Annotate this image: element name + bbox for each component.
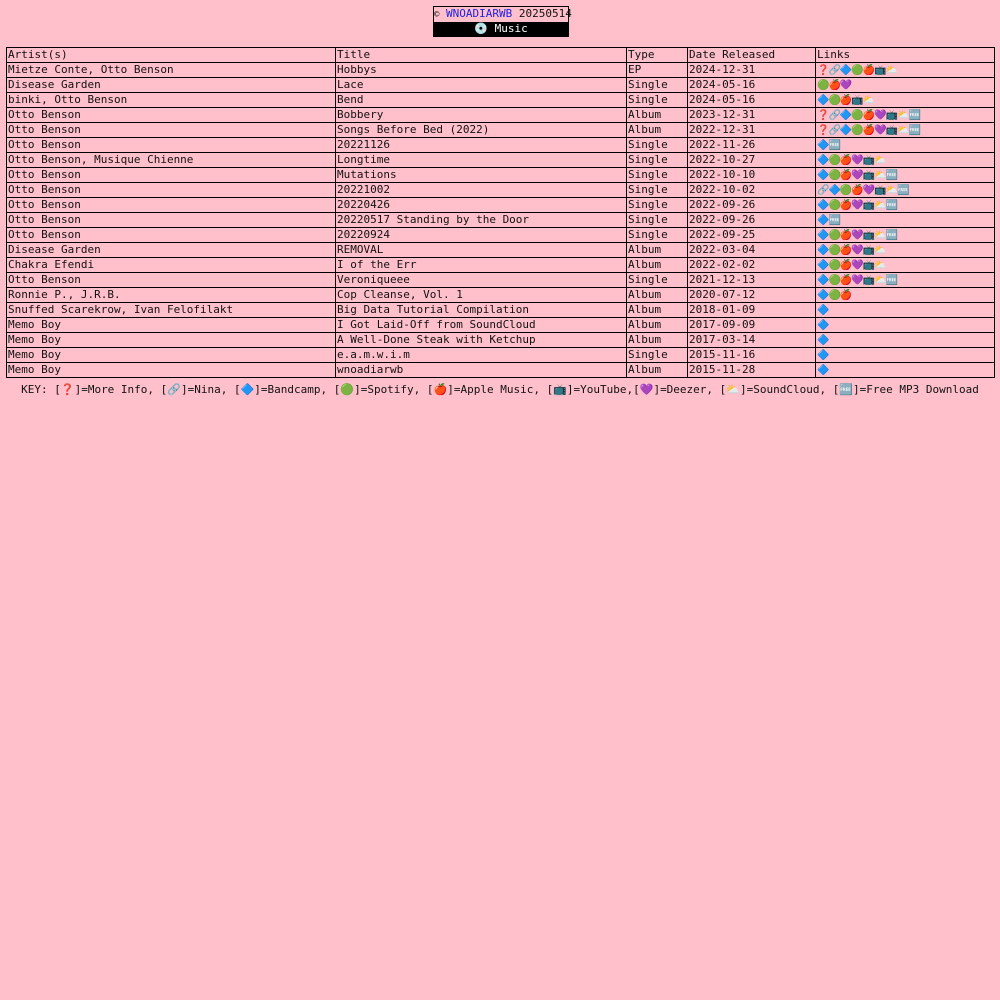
bandcamp-icon[interactable]: 🔷 bbox=[817, 94, 829, 106]
date-released-cell: 2024-05-16 bbox=[688, 77, 816, 92]
table-row bbox=[7, 272, 995, 287]
apple-music-icon[interactable]: 🍎 bbox=[862, 64, 875, 76]
title-cell: e.a.m.w.i.m bbox=[336, 347, 627, 362]
links-cell bbox=[816, 92, 995, 107]
date-released-cell: 2023-12-31 bbox=[688, 107, 816, 122]
spotify-icon[interactable]: 🟢 bbox=[828, 289, 840, 301]
deezer-icon[interactable]: 💜 bbox=[851, 229, 863, 241]
type-cell: Single bbox=[627, 137, 688, 152]
title-cell: Bend bbox=[336, 92, 627, 107]
type-cell: Single bbox=[627, 182, 688, 197]
table-row bbox=[7, 107, 995, 122]
artist-cell: Disease Garden bbox=[7, 77, 336, 92]
spotify-icon[interactable]: 🟢 bbox=[851, 109, 863, 121]
spotify-icon[interactable]: 🟢 bbox=[828, 154, 840, 166]
column-header-type: Type bbox=[627, 48, 688, 63]
artist-cell: Memo Boy bbox=[7, 332, 336, 347]
spotify-icon[interactable]: 🟢 bbox=[828, 259, 840, 271]
table-row bbox=[7, 137, 995, 152]
youtube-icon[interactable]: 📺 bbox=[862, 154, 875, 166]
soundcloud-icon[interactable]: ⛅ bbox=[874, 199, 886, 211]
title-cell: 20220517 Standing by the Door bbox=[336, 212, 627, 227]
bandcamp-icon[interactable]: 🔷 bbox=[817, 154, 829, 166]
nina-link-icon[interactable]: 🔗 bbox=[828, 109, 840, 121]
column-header-date-released: Date Released bbox=[688, 48, 816, 63]
apple-music-icon[interactable]: 🍎 bbox=[839, 274, 852, 286]
bandcamp-icon[interactable]: 🔷 bbox=[817, 244, 829, 256]
artist-cell: Otto Benson bbox=[7, 212, 336, 227]
soundcloud-icon[interactable]: ⛅ bbox=[874, 229, 886, 241]
links-cell bbox=[816, 212, 995, 227]
deezer-icon[interactable]: 💜 bbox=[851, 274, 863, 286]
table-row bbox=[7, 287, 995, 302]
apple-music-icon[interactable]: 🍎 bbox=[839, 154, 852, 166]
site-header-title-row bbox=[434, 7, 572, 22]
artist-cell: Memo Boy bbox=[7, 317, 336, 332]
title-cell: Big Data Tutorial Compilation bbox=[336, 302, 627, 317]
bandcamp-icon[interactable]: 🔷 bbox=[817, 274, 829, 286]
column-header-artists: Artist(s) bbox=[7, 48, 336, 63]
table-row bbox=[7, 182, 995, 197]
spotify-icon[interactable]: 🟢 bbox=[851, 64, 863, 76]
type-cell: Album bbox=[627, 332, 688, 347]
type-cell: Album bbox=[627, 317, 688, 332]
date-released-cell: 2022-09-26 bbox=[688, 197, 816, 212]
type-cell: Single bbox=[627, 92, 688, 107]
bandcamp-icon[interactable]: 🔷 bbox=[817, 334, 829, 346]
links-cell bbox=[816, 182, 995, 197]
type-cell: Single bbox=[627, 212, 688, 227]
spotify-icon[interactable]: 🟢 bbox=[839, 184, 852, 196]
type-cell: Single bbox=[627, 272, 688, 287]
bandcamp-icon[interactable]: 🔷 bbox=[839, 64, 852, 76]
apple-music-icon[interactable]: 🍎 bbox=[839, 244, 852, 256]
links-cell bbox=[816, 152, 995, 167]
spotify-icon[interactable]: 🟢 bbox=[828, 274, 840, 286]
artist-cell: Disease Garden bbox=[7, 242, 336, 257]
apple-music-icon[interactable]: 🍎 bbox=[839, 94, 852, 106]
table-header-row bbox=[7, 48, 995, 63]
spotify-icon[interactable]: 🟢 bbox=[828, 94, 840, 106]
apple-music-icon[interactable]: 🍎 bbox=[862, 124, 875, 136]
date-released-cell: 2021-12-13 bbox=[688, 272, 816, 287]
date-released-cell: 2022-02-02 bbox=[688, 257, 816, 272]
nina-link-icon[interactable]: 🔗 bbox=[828, 64, 840, 76]
table-row bbox=[7, 152, 995, 167]
links-cell bbox=[816, 257, 995, 272]
date-released-cell: 2018-01-09 bbox=[688, 302, 816, 317]
youtube-icon[interactable]: 📺 bbox=[885, 124, 898, 136]
artist-cell: Otto Benson bbox=[7, 182, 336, 197]
free-mp3-download-icon[interactable]: 🆓 bbox=[897, 184, 909, 196]
table-row bbox=[7, 302, 995, 317]
date-released-cell: 2022-03-04 bbox=[688, 242, 816, 257]
table-row bbox=[7, 122, 995, 137]
type-cell: Single bbox=[627, 347, 688, 362]
apple-music-icon[interactable]: 🍎 bbox=[839, 259, 852, 271]
links-cell bbox=[816, 137, 995, 152]
date-released-cell: 2017-09-09 bbox=[688, 317, 816, 332]
site-header bbox=[433, 6, 572, 37]
bandcamp-icon[interactable]: 🔷 bbox=[817, 319, 829, 331]
deezer-icon[interactable]: 💜 bbox=[862, 184, 875, 196]
date-released-cell: 2022-09-26 bbox=[688, 212, 816, 227]
links-cell bbox=[816, 107, 995, 122]
bandcamp-icon[interactable]: 🔷 bbox=[817, 214, 829, 226]
links-cell bbox=[816, 242, 995, 257]
table-row bbox=[7, 317, 995, 332]
deezer-icon[interactable]: 💜 bbox=[851, 199, 863, 211]
date-released-cell: 2022-10-10 bbox=[688, 167, 816, 182]
artist-cell: Otto Benson bbox=[7, 197, 336, 212]
artist-cell: Otto Benson bbox=[7, 107, 336, 122]
type-cell: Album bbox=[627, 257, 688, 272]
youtube-icon[interactable]: 📺 bbox=[862, 169, 875, 181]
section-title: 💿 Music bbox=[434, 22, 568, 36]
date-released-cell: 2024-05-16 bbox=[688, 92, 816, 107]
deezer-icon[interactable]: 💜 bbox=[839, 79, 852, 91]
artist-cell: Chakra Efendi bbox=[7, 257, 336, 272]
column-header-title: Title bbox=[336, 48, 627, 63]
spotify-icon[interactable]: 🟢 bbox=[828, 229, 840, 241]
date-released-cell: 2024-12-31 bbox=[688, 62, 816, 77]
soundcloud-icon[interactable]: ⛅ bbox=[874, 259, 886, 271]
nina-link-icon[interactable]: 🔗 bbox=[817, 184, 829, 196]
date-released-cell: 2022-10-27 bbox=[688, 152, 816, 167]
soundcloud-icon[interactable]: ⛅ bbox=[897, 124, 909, 136]
date-released-cell: 2022-12-31 bbox=[688, 122, 816, 137]
table-row bbox=[7, 197, 995, 212]
youtube-icon[interactable]: 📺 bbox=[862, 199, 875, 211]
apple-music-icon[interactable]: 🍎 bbox=[839, 199, 852, 211]
soundcloud-icon[interactable]: ⛅ bbox=[874, 274, 886, 286]
soundcloud-icon[interactable]: ⛅ bbox=[885, 184, 898, 196]
date-released-cell: 2020-07-12 bbox=[688, 287, 816, 302]
table-body bbox=[7, 62, 995, 377]
deezer-icon[interactable]: 💜 bbox=[851, 154, 863, 166]
title-cell: Longtime bbox=[336, 152, 627, 167]
bandcamp-icon[interactable]: 🔷 bbox=[828, 184, 840, 196]
links-cell bbox=[816, 167, 995, 182]
releases-table bbox=[6, 47, 995, 378]
title-cell: I of the Err bbox=[336, 257, 627, 272]
soundcloud-icon[interactable]: ⛅ bbox=[874, 169, 886, 181]
table-row bbox=[7, 347, 995, 362]
links-cell bbox=[816, 347, 995, 362]
title-cell: Songs Before Bed (2022) bbox=[336, 122, 627, 137]
type-cell: Single bbox=[627, 227, 688, 242]
links-cell bbox=[816, 227, 995, 242]
free-mp3-download-icon[interactable]: 🆓 bbox=[885, 274, 898, 286]
youtube-icon[interactable]: 📺 bbox=[862, 274, 875, 286]
type-cell: Album bbox=[627, 302, 688, 317]
artist-cell: Otto Benson bbox=[7, 272, 336, 287]
artist-cell: Mietze Conte, Otto Benson bbox=[7, 62, 336, 77]
bandcamp-icon[interactable]: 🔷 bbox=[817, 304, 829, 316]
bandcamp-icon[interactable]: 🔷 bbox=[839, 124, 852, 136]
artist-cell: Memo Boy bbox=[7, 362, 336, 377]
spotify-icon[interactable]: 🟢 bbox=[828, 199, 840, 211]
deezer-icon[interactable]: 💜 bbox=[851, 169, 863, 181]
type-cell: EP bbox=[627, 62, 688, 77]
more-info-icon[interactable]: ❓ bbox=[817, 109, 829, 121]
soundcloud-icon[interactable]: ⛅ bbox=[874, 244, 886, 256]
title-cell: I Got Laid-Off from SoundCloud bbox=[336, 317, 627, 332]
table-row bbox=[7, 212, 995, 227]
spotify-icon[interactable]: 🟢 bbox=[851, 124, 863, 136]
title-cell: Hobbys bbox=[336, 62, 627, 77]
type-cell: Album bbox=[627, 242, 688, 257]
artist-cell: Otto Benson bbox=[7, 137, 336, 152]
date-released-cell: 2022-09-25 bbox=[688, 227, 816, 242]
date-released-cell: 2022-11-26 bbox=[688, 137, 816, 152]
links-cell bbox=[816, 332, 995, 347]
date-released-cell: 2017-03-14 bbox=[688, 332, 816, 347]
more-info-icon[interactable]: ❓ bbox=[817, 124, 829, 136]
type-cell: Album bbox=[627, 287, 688, 302]
type-cell: Single bbox=[627, 197, 688, 212]
links-cell bbox=[816, 77, 995, 92]
type-cell: Album bbox=[627, 107, 688, 122]
copyright-symbol: © bbox=[434, 10, 440, 20]
table-row bbox=[7, 77, 995, 92]
title-cell: A Well-Done Steak with Ketchup bbox=[336, 332, 627, 347]
links-cell bbox=[816, 197, 995, 212]
title-cell: Cop Cleanse, Vol. 1 bbox=[336, 287, 627, 302]
apple-music-icon[interactable]: 🍎 bbox=[851, 184, 863, 196]
table-row bbox=[7, 257, 995, 272]
spotify-icon[interactable]: 🟢 bbox=[817, 79, 829, 91]
deezer-icon[interactable]: 💜 bbox=[851, 259, 863, 271]
free-mp3-download-icon[interactable]: 🆓 bbox=[885, 229, 898, 241]
free-mp3-download-icon[interactable]: 🆓 bbox=[885, 199, 898, 211]
artist-cell: Otto Benson bbox=[7, 167, 336, 182]
table-row bbox=[7, 227, 995, 242]
spotify-icon[interactable]: 🟢 bbox=[828, 169, 840, 181]
youtube-icon[interactable]: 📺 bbox=[862, 244, 875, 256]
apple-music-icon[interactable]: 🍎 bbox=[839, 169, 852, 181]
artist-cell: Ronnie P., J.R.B. bbox=[7, 287, 336, 302]
youtube-icon[interactable]: 📺 bbox=[851, 94, 863, 106]
title-cell: 20220426 bbox=[336, 197, 627, 212]
artist-cell: Otto Benson bbox=[7, 227, 336, 242]
links-cell bbox=[816, 62, 995, 77]
nina-link-icon[interactable]: 🔗 bbox=[828, 124, 840, 136]
title-cell: 20220924 bbox=[336, 227, 627, 242]
date-released-cell: 2022-10-02 bbox=[688, 182, 816, 197]
free-mp3-download-icon[interactable]: 🆓 bbox=[828, 139, 840, 151]
table-row bbox=[7, 92, 995, 107]
free-mp3-download-icon[interactable]: 🆓 bbox=[885, 169, 898, 181]
bandcamp-icon[interactable]: 🔷 bbox=[817, 229, 829, 241]
type-cell: Single bbox=[627, 152, 688, 167]
deezer-icon[interactable]: 💜 bbox=[874, 109, 886, 121]
soundcloud-icon[interactable]: ⛅ bbox=[874, 154, 886, 166]
column-header-links: Links bbox=[816, 48, 995, 63]
links-cell bbox=[816, 362, 995, 377]
bandcamp-icon[interactable]: 🔷 bbox=[817, 259, 829, 271]
artist-cell: Otto Benson, Musique Chienne bbox=[7, 152, 336, 167]
bandcamp-icon[interactable]: 🔷 bbox=[817, 139, 829, 151]
links-cell bbox=[816, 302, 995, 317]
links-key-legend: KEY: [❓]=More Info, [🔗]=Nina, [🔷]=Bandcamp, [🟢]=Spotify, [🍎]=Apple Music, [📺]=YouTube,[💜]=Deezer, [⛅]=SoundCloud, [🆓]=Free MP3 Download bbox=[21, 383, 979, 396]
free-mp3-download-icon[interactable]: 🆓 bbox=[908, 124, 921, 136]
type-cell: Single bbox=[627, 77, 688, 92]
title-cell: REMOVAL bbox=[336, 242, 627, 257]
table-row bbox=[7, 62, 995, 77]
free-mp3-download-icon[interactable]: 🆓 bbox=[828, 214, 840, 226]
site-home-link[interactable]: WNOADIARWB bbox=[446, 7, 513, 20]
apple-music-icon[interactable]: 🍎 bbox=[828, 79, 840, 91]
date-released-cell: 2015-11-16 bbox=[688, 347, 816, 362]
header-date: 20250514 bbox=[518, 7, 572, 20]
links-cell bbox=[816, 317, 995, 332]
table-row bbox=[7, 167, 995, 182]
free-mp3-download-icon[interactable]: 🆓 bbox=[908, 109, 921, 121]
table-row bbox=[7, 332, 995, 347]
youtube-icon[interactable]: 📺 bbox=[862, 229, 875, 241]
soundcloud-icon[interactable]: ⛅ bbox=[885, 64, 898, 76]
type-cell: Single bbox=[627, 167, 688, 182]
title-cell: wnoadiarwb bbox=[336, 362, 627, 377]
title-cell: 20221002 bbox=[336, 182, 627, 197]
links-cell bbox=[816, 122, 995, 137]
deezer-icon[interactable]: 💜 bbox=[874, 124, 886, 136]
type-cell: Album bbox=[627, 362, 688, 377]
bandcamp-icon[interactable]: 🔷 bbox=[817, 199, 829, 211]
type-cell: Album bbox=[627, 122, 688, 137]
apple-music-icon[interactable]: 🍎 bbox=[839, 289, 852, 301]
date-released-cell: 2015-11-28 bbox=[688, 362, 816, 377]
title-cell: Veroniqueee bbox=[336, 272, 627, 287]
bandcamp-icon[interactable]: 🔷 bbox=[817, 169, 829, 181]
links-cell bbox=[816, 287, 995, 302]
youtube-icon[interactable]: 📺 bbox=[874, 64, 886, 76]
bandcamp-icon[interactable]: 🔷 bbox=[817, 289, 829, 301]
artist-cell: Memo Boy bbox=[7, 347, 336, 362]
title-cell: Mutations bbox=[336, 167, 627, 182]
title-cell: Bobbery bbox=[336, 107, 627, 122]
apple-music-icon[interactable]: 🍎 bbox=[862, 109, 875, 121]
bandcamp-icon[interactable]: 🔷 bbox=[817, 349, 829, 361]
bandcamp-icon[interactable]: 🔷 bbox=[839, 109, 852, 121]
deezer-icon[interactable]: 💜 bbox=[851, 244, 863, 256]
bandcamp-icon[interactable]: 🔷 bbox=[817, 364, 829, 376]
artist-cell: binki, Otto Benson bbox=[7, 92, 336, 107]
soundcloud-icon[interactable]: ⛅ bbox=[897, 109, 909, 121]
soundcloud-icon[interactable]: ⛅ bbox=[862, 94, 875, 106]
title-cell: Lace bbox=[336, 77, 627, 92]
artist-cell: Snuffed Scarekrow, Ivan Felofilakt bbox=[7, 302, 336, 317]
table-row bbox=[7, 362, 995, 377]
spotify-icon[interactable]: 🟢 bbox=[828, 244, 840, 256]
more-info-icon[interactable]: ❓ bbox=[817, 64, 829, 76]
links-cell bbox=[816, 272, 995, 287]
title-cell: 20221126 bbox=[336, 137, 627, 152]
youtube-icon[interactable]: 📺 bbox=[862, 259, 875, 271]
youtube-icon[interactable]: 📺 bbox=[874, 184, 886, 196]
youtube-icon[interactable]: 📺 bbox=[885, 109, 898, 121]
apple-music-icon[interactable]: 🍎 bbox=[839, 229, 852, 241]
artist-cell: Otto Benson bbox=[7, 122, 336, 137]
table-row bbox=[7, 242, 995, 257]
